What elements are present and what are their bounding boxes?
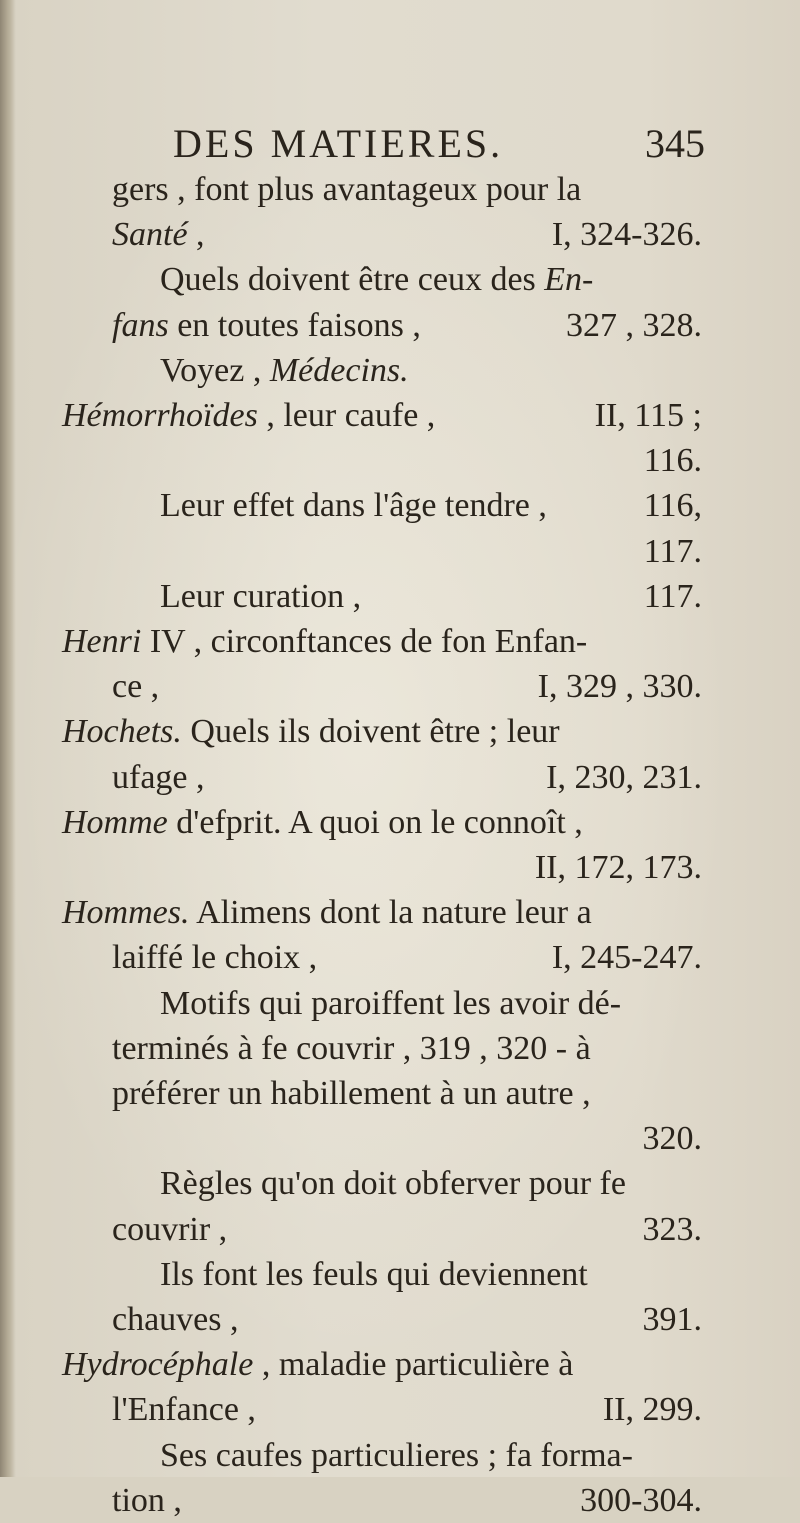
line-text: Voyez , xyxy=(160,351,270,389)
index-entry-heading xyxy=(62,801,702,845)
page-reference: 116, xyxy=(643,487,702,525)
running-header xyxy=(173,118,705,170)
line-text: tion , xyxy=(112,1481,182,1519)
index-line xyxy=(112,1027,702,1071)
page-reference: II, 172, 173. xyxy=(534,849,702,886)
line-text: Alimens dont la nature leur a xyxy=(189,894,592,932)
index-line xyxy=(112,1388,702,1432)
line-text: chauves , xyxy=(112,1301,239,1338)
page-reference: I, 245-247. xyxy=(551,939,702,977)
index-line xyxy=(112,756,702,800)
header-title: DES MATIERES. xyxy=(173,121,504,166)
index-entry-heading xyxy=(62,620,702,664)
page-reference: 323. xyxy=(642,1210,702,1248)
page-reference: I, 230, 231. xyxy=(546,758,702,796)
index-term: Médecins. xyxy=(269,351,409,389)
index-entry-heading xyxy=(62,710,702,754)
index-line xyxy=(112,1208,702,1252)
page-reference: 391. xyxy=(642,1301,702,1338)
index-term: Hommes. xyxy=(62,894,190,932)
line-text: Leur effet dans l'âge tendre , xyxy=(160,487,547,525)
index-line xyxy=(112,1298,702,1342)
index-line xyxy=(112,665,702,709)
line-text: laiffé le choix , xyxy=(112,939,318,977)
line-text: Ses caufes particulieres ; fa forma- xyxy=(160,1436,633,1474)
line-text: gers , font plus avantageux pour la xyxy=(112,171,582,208)
index-line xyxy=(112,304,702,348)
index-term: Hémorrhoïdes xyxy=(62,397,258,434)
line-text: l'Enfance , xyxy=(112,1391,256,1429)
line-text: terminés à fe couvrir , 319 , 320 - à xyxy=(112,1029,591,1067)
index-line xyxy=(160,258,702,302)
index-line xyxy=(112,936,702,980)
page-reference: 117. xyxy=(643,577,702,615)
index-line xyxy=(112,439,702,483)
line-text: en toutes faisons , xyxy=(168,306,421,344)
page-spine-edge xyxy=(0,0,16,1477)
index-entry-heading xyxy=(62,1343,702,1387)
index-line xyxy=(160,484,702,528)
index-line xyxy=(112,1072,702,1116)
page-reference: 320. xyxy=(642,1120,702,1158)
line-text: Quels ils doivent être ; leur xyxy=(181,713,560,751)
line-text: couvrir , xyxy=(112,1210,228,1248)
index-line xyxy=(160,982,702,1026)
index-line xyxy=(112,1479,702,1523)
line-text: Motifs qui paroiffent les avoir dé- xyxy=(160,984,622,1022)
index-line xyxy=(112,846,702,890)
index-term: fans xyxy=(112,306,169,344)
index-term: Hydrocéphale xyxy=(62,1346,254,1384)
index-line xyxy=(160,1162,702,1206)
line-text: Ils font les feuls qui deviennent xyxy=(160,1255,588,1293)
index-line xyxy=(112,168,702,212)
index-line xyxy=(112,213,702,257)
index-entry-heading xyxy=(62,891,702,935)
index-term: En- xyxy=(544,261,594,299)
page-reference: 116. xyxy=(643,442,702,480)
line-text: , xyxy=(187,216,205,254)
line-text: IV , circonftances de fon Enfan- xyxy=(141,623,588,660)
index-term: Hochets. xyxy=(62,713,182,751)
line-text: ufage , xyxy=(112,758,205,796)
line-text: Règles qu'on doit obferver pour fe xyxy=(160,1165,626,1203)
page-reference: 300-304. xyxy=(580,1481,702,1519)
line-text: préférer un habillement à un autre , xyxy=(112,1075,591,1112)
line-text: , leur caufe , xyxy=(257,397,436,434)
index-line xyxy=(160,1434,702,1478)
page-reference: 117. xyxy=(643,532,702,570)
index-line xyxy=(160,575,702,619)
page-reference: II, 299. xyxy=(602,1391,702,1429)
page-reference: II, 115 ; xyxy=(594,397,702,434)
line-text: Quels doivent être ceux des xyxy=(160,261,545,299)
page-reference: I, 324-326. xyxy=(551,216,702,254)
page-reference: I, 329 , 330. xyxy=(537,668,702,706)
line-text: d'efprit. A quoi on le connoît , xyxy=(167,803,583,841)
index-term: Henri xyxy=(62,623,142,660)
index-term: Homme xyxy=(62,803,168,841)
index-line xyxy=(112,1117,702,1161)
index-line xyxy=(160,1253,702,1297)
index-line xyxy=(160,349,702,393)
line-text: , maladie particulière à xyxy=(253,1346,574,1384)
page-number: 345 xyxy=(645,121,705,166)
index-line xyxy=(112,530,702,574)
line-text: Leur curation , xyxy=(160,577,362,615)
index-entry-heading xyxy=(62,394,702,438)
page-reference: 327 , 328. xyxy=(566,306,702,344)
index-term: Santé xyxy=(112,216,188,254)
line-text: ce , xyxy=(112,668,160,706)
